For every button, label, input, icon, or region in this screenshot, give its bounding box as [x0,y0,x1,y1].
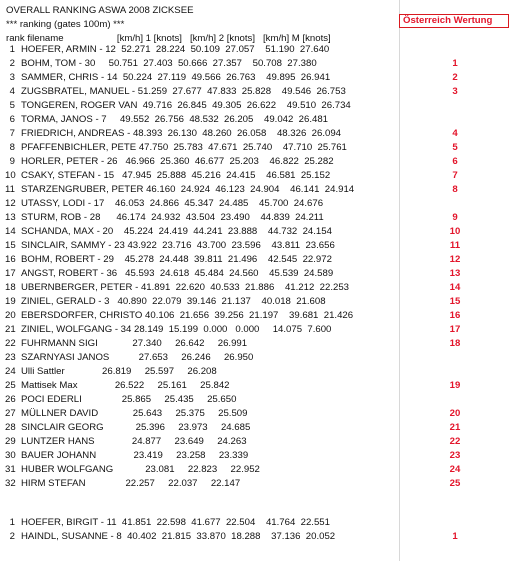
rank-number: 22 [5,338,16,349]
table-row [5,516,399,530]
row-values: HORLER, PETER - 26 46.966 25.360 46.677 25.203 46.822 25.282 [21,156,334,167]
rank-number: 14 [5,226,16,237]
rank-number: 1 [9,517,15,528]
row-values: FUHRMANN SIGI 27.340 26.642 26.991 [21,338,248,349]
table-row [5,169,399,183]
austria-position: 16 [449,310,461,321]
row-values: HUBER WOLFGANG 23.081 22.823 22.952 [21,464,260,475]
row-values: ZINIEL, GERALD - 3 40.890 22.079 39.146 21.137 40.018 21.608 [21,296,326,307]
table-row [5,155,399,169]
row-values: HOEFER, BIRGIT - 11 41.851 22.598 41.677 22.504 41.764 22.551 [21,517,330,528]
rank-number: 7 [9,128,15,139]
table-row [5,239,399,253]
page-title: OVERALL RANKING ASWA 2008 ZICKSEE [6,5,194,16]
table-row [5,323,399,337]
austria-position: 22 [449,436,461,447]
austria-position: 24 [449,464,461,475]
rank-number: 29 [5,436,16,447]
table-row [5,393,399,407]
austria-position [399,393,511,407]
row-values: POCI EDERLI 25.865 25.435 25.650 [21,394,237,405]
rank-number: 30 [5,450,16,461]
austria-position: 9 [452,212,458,223]
austria-position: 6 [452,156,458,167]
rank-number: 1 [9,44,15,55]
table-row [5,141,399,155]
row-values: BOHM, TOM - 30 50.751 27.403 50.666 27.357 50.708 27.380 [21,58,317,69]
austria-position: 10 [449,226,461,237]
austria-position: 21 [449,422,461,433]
rank-number: 10 [5,170,16,181]
table-row [5,365,399,379]
row-values: LUNTZER HANS 24.877 23.649 24.263 [21,436,247,447]
rank-number: 8 [9,142,15,153]
austria-position: 7 [452,170,458,181]
austria-position: 14 [449,282,461,293]
rank-number: 12 [5,198,16,209]
rank-number: 19 [5,296,16,307]
row-values: TONGEREN, ROGER VAN 49.716 26.845 49.305 26.622 49.510 26.734 [21,100,351,111]
table-row [5,435,399,449]
austria-position: 5 [452,142,458,153]
austria-position: 20 [449,408,461,419]
rank-number: 27 [5,408,16,419]
row-values: HAINDL, SUSANNE - 8 40.402 21.815 33.870 18.288 37.136 20.052 [21,531,336,542]
austria-position [399,516,511,530]
row-values: SAMMER, CHRIS - 14 50.224 27.119 49.566 26.763 49.895 26.941 [21,72,331,83]
table-row [5,530,399,544]
table-row [5,351,399,365]
table-row [5,449,399,463]
austria-position: 11 [449,240,461,251]
table-row [5,71,399,85]
rank-number: 20 [5,310,16,321]
austria-position [399,113,511,127]
row-values: BOHM, ROBERT - 29 45.278 24.448 39.811 21.496 42.545 22.972 [21,254,332,265]
austria-position [399,99,511,113]
rank-number: 18 [5,282,16,293]
austria-position: 25 [449,478,461,489]
rank-number: 16 [5,254,16,265]
row-values: HOEFER, ARMIN - 12 52.271 28.224 50.109 27.057 51.190 27.640 [21,44,330,55]
rank-number: 28 [5,422,16,433]
austria-position: 3 [452,86,458,97]
row-values: PFAFFENBICHLER, PETE 47.750 25.783 47.671 25.740 47.710 25.761 [21,142,347,153]
table-row [5,253,399,267]
table-row [5,463,399,477]
table-row [5,379,399,393]
rank-number: 26 [5,394,16,405]
austria-ranking-column [399,0,511,561]
table-row [5,309,399,323]
table-row [5,43,399,57]
table-row [5,295,399,309]
austria-position: 2 [452,72,458,83]
austria-position [399,351,511,365]
table-row [5,85,399,99]
table-row [5,57,399,71]
rank-number: 4 [9,86,15,97]
austria-position: 4 [452,128,458,139]
rank-number: 21 [5,324,16,335]
table-row [5,407,399,421]
table-row [5,267,399,281]
rank-number: 3 [9,72,15,83]
austria-position: 8 [452,184,458,195]
austria-position: 1 [452,58,458,69]
rank-number: 24 [5,366,16,377]
austria-position: 13 [449,268,461,279]
rank-number: 13 [5,212,16,223]
ranking-subtitle: *** ranking (gates 100m) *** [6,19,125,30]
rank-number: 15 [5,240,16,251]
austria-ranking-header: Österreich Wertung [399,14,509,28]
row-values: ANGST, ROBERT - 36 45.593 24.618 45.484 24.560 45.539 24.589 [21,268,334,279]
row-values: STURM, ROB - 28 46.174 24.932 43.504 23.490 44.839 24.211 [21,212,324,223]
rank-number: 11 [5,184,15,195]
row-values: ZUGSBRATEL, MANUEL - 51.259 27.677 47.833 25.828 49.546 26.753 [21,86,346,97]
row-values: SINCLAIR, SAMMY - 23 43.922 23.716 43.700 23.596 43.811 23.656 [21,240,335,251]
rank-number: 23 [5,352,16,363]
table-row [5,211,399,225]
table-row [5,183,399,197]
austria-position: 19 [449,380,461,391]
rank-number: 31 [5,464,16,475]
austria-position: 23 [449,450,461,461]
austria-position: 15 [449,296,461,307]
table-row [5,113,399,127]
row-values: UTASSY, LODI - 17 46.053 24.866 45.347 24.485 45.700 24.676 [21,198,324,209]
rank-number: 25 [5,380,16,391]
table-row [5,477,399,491]
table-row [5,99,399,113]
table-row [5,225,399,239]
row-values: STARZENGRUBER, PETER 46.160 24.924 46.123 24.904 46.141 24.914 [21,184,355,195]
row-values: SINCLAIR GEORG 25.396 23.973 24.685 [21,422,251,433]
row-values: CSAKY, STEFAN - 15 47.945 25.888 45.216 24.415 46.581 25.152 [21,170,331,181]
row-values: BAUER JOHANN 23.419 23.258 23.339 [21,450,249,461]
austria-position [399,43,511,57]
austria-position: 12 [449,254,461,265]
table-row [5,281,399,295]
rank-number: 17 [5,268,16,279]
table-row [5,421,399,435]
austria-position [399,197,511,211]
row-values: Mattisek Max 26.522 25.161 25.842 [21,380,230,391]
row-values: UBERNBERGER, PETER - 41.891 22.620 40.533 21.886 41.212 22.253 [21,282,349,293]
row-values: SZARNYASI JANOS 27.653 26.246 26.950 [21,352,254,363]
table-row [5,127,399,141]
column-header: rank filename [km/h] 1 [knots] [km/h] 2 [knots] [km/h] M [knots] [6,33,331,44]
row-values: HIRM STEFAN 22.257 22.037 22.147 [21,478,241,489]
austria-position: 18 [449,338,461,349]
row-values: ZINIEL, WOLFGANG - 34 28.149 15.199 0.000 0.000 14.075 7.600 [21,324,332,335]
rank-number: 2 [9,531,15,542]
austria-position: 1 [452,531,458,542]
rank-number: 32 [5,478,16,489]
table-row [5,337,399,351]
austria-position [399,365,511,379]
row-values: EBERSDORFER, CHRISTO 40.106 21.656 39.256 21.197 39.681 21.426 [21,310,354,321]
rank-number: 5 [9,100,15,111]
row-values: Ulli Sattler 26.819 25.597 26.208 [21,366,217,377]
row-values: FRIEDRICH, ANDREAS - 48.393 26.130 48.260 26.058 48.326 26.094 [21,128,341,139]
austria-position: 17 [449,324,461,335]
rank-number: 2 [9,58,15,69]
table-row [5,197,399,211]
rank-number: 6 [9,114,15,125]
rank-number: 9 [9,156,15,167]
row-values: SCHANDA, MAX - 20 45.224 24.419 44.241 23.888 44.732 24.154 [21,226,332,237]
row-values: TORMA, JANOS - 7 49.552 26.756 48.532 26.205 49.042 26.481 [21,114,329,125]
row-values: MÜLLNER DAVID 25.643 25.375 25.509 [21,408,248,419]
